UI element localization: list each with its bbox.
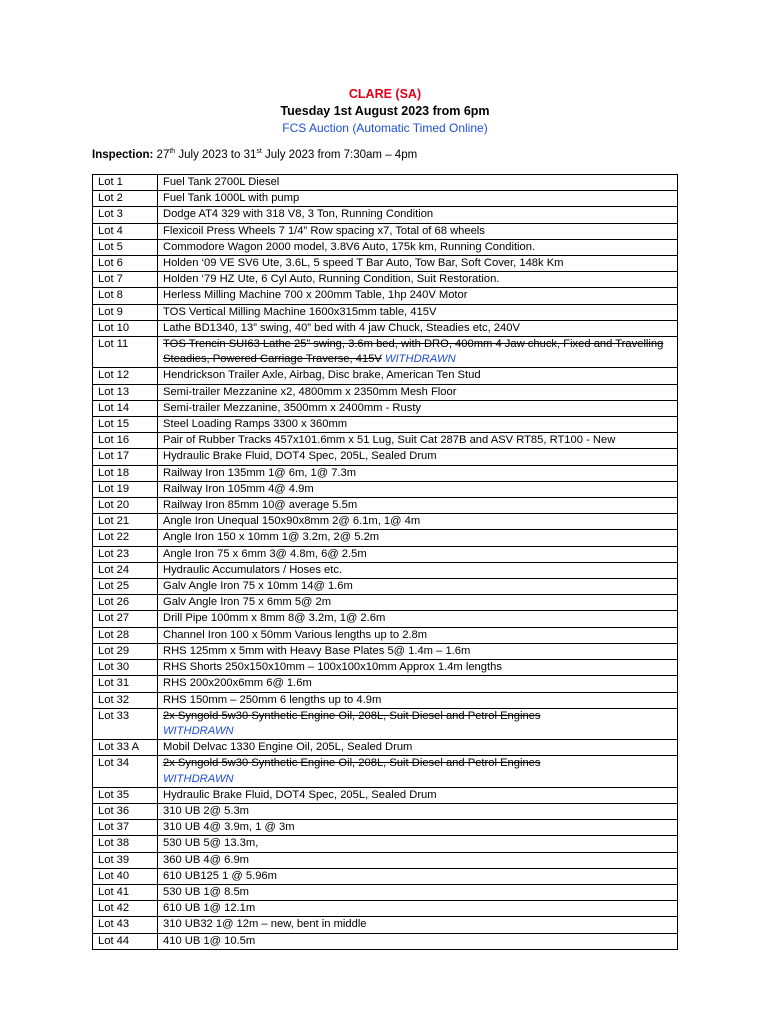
table-row [93,787,678,803]
withdrawn-note: WITHDRAWN [381,353,456,366]
table-row [93,868,678,884]
table-row [93,756,678,787]
lot-number: Lot 17 [93,449,158,465]
lot-number: Lot 42 [93,901,158,917]
lot-description: 2x Syngold 5w30 Synthetic Engine Oil, 208L, Suit Diesel and Petrol Engines [163,757,541,770]
lot-description-cell [158,207,678,223]
lot-number: Lot 41 [93,884,158,900]
inspection-rest: July 2023 from 7:30am – 4pm [261,149,418,161]
lot-number: Lot 19 [93,481,158,497]
lot-description: Holden ‘79 HZ Ute, 6 Cyl Auto, Running Condition, Suit Restoration. [163,273,500,286]
lot-description-cell [158,368,678,384]
lot-description-cell [158,884,678,900]
table-row [93,223,678,239]
lot-description: RHS Shorts 250x150x10mm – 100x100x10mm Approx 1.4m lengths [163,661,502,674]
lot-number: Lot 39 [93,852,158,868]
lot-description: Pair of Rubber Tracks 457x101.6mm x 51 Lug, Suit Cat 287B and ASV RT85, RT100 - New [163,434,616,447]
lot-description-cell [158,868,678,884]
lot-number: Lot 28 [93,627,158,643]
lot-number: Lot 40 [93,868,158,884]
auction-subtitle: FCS Auction (Automatic Timed Online) [282,121,488,135]
lot-description-cell [158,660,678,676]
inspection-mid: July 2023 to [175,149,244,161]
lot-number: Lot 14 [93,400,158,416]
table-row [93,368,678,384]
lot-description: 360 UB 4@ 6.9m [163,853,249,866]
lot-number: Lot 20 [93,498,158,514]
auction-location: CLARE (SA) [348,87,422,101]
lot-description-cell [158,676,678,692]
lot-number: Lot 10 [93,320,158,336]
lot-number: Lot 2 [93,191,158,207]
table-row [93,175,678,191]
lot-description-cell [158,611,678,627]
lot-number: Lot 44 [93,933,158,949]
lot-description-cell [158,337,678,368]
lot-description-cell [158,256,678,272]
lot-number: Lot 31 [93,676,158,692]
lot-description: 2x Syngold 5w30 Synthetic Engine Oil, 208L, Suit Diesel and Petrol Engines [163,709,541,722]
lot-number: Lot 13 [93,384,158,400]
auction-date: Tuesday 1st August 2023 from 6pm [280,104,490,118]
lot-description-cell [158,803,678,819]
lot-description: Hydraulic Brake Fluid, DOT4 Spec, 205L, Sealed Drum [163,788,437,801]
table-row [93,481,678,497]
lot-description: Herless Milling Machine 700 x 200mm Table, 1hp 240V Motor [163,289,468,302]
lot-description: Drill Pipe 100mm x 8mm 8@ 3.2m, 1@ 2.6m [163,612,386,625]
lot-description: Fuel Tank 2700L Diesel [163,176,280,188]
withdrawn-note: WITHDRAWN [163,772,234,785]
lot-number: Lot 23 [93,546,158,562]
table-row [93,384,678,400]
lot-description: RHS 200x200x6mm 6@ 1.6m [163,677,312,690]
lot-description: 410 UB 1@ 10.5m [163,934,256,947]
lot-number: Lot 27 [93,611,158,627]
lot-description-cell [158,901,678,917]
table-row [93,288,678,304]
table-row [93,836,678,852]
lot-description: Railway Iron 105mm 4@ 4.9m [163,482,314,495]
lot-description-cell [158,692,678,708]
inspection-label: Inspection: [92,149,154,161]
document-header [0,86,770,137]
lot-description-cell [158,400,678,416]
lot-description: Steel Loading Ramps 3300 x 360mm [163,418,348,431]
lot-description-cell [158,933,678,949]
lot-description-cell [158,384,678,400]
inspection-end-suffix: st [256,148,262,156]
table-row [93,611,678,627]
lot-description-cell [158,272,678,288]
lot-description-cell [158,852,678,868]
lot-description: Angle Iron 150 x 10mm 1@ 3.2m, 2@ 5.2m [163,531,380,544]
table-row [93,643,678,659]
table-row [93,740,678,756]
lot-description-cell [158,288,678,304]
table-row [93,272,678,288]
lot-description: Semi-trailer Mezzanine, 3500mm x 2400mm - Rusty [163,401,422,414]
lot-description: TOS Vertical Milling Machine 1600x315mm table, 415V [163,305,437,318]
lot-number: Lot 33 A [93,740,158,756]
lot-number: Lot 22 [93,530,158,546]
lot-description-cell [158,304,678,320]
lot-description: Holden ‘09 VE SV6 Ute, 3.6L, 5 speed T Bar Auto, Tow Bar, Soft Cover, 148k Km [163,257,564,270]
lot-number: Lot 33 [93,708,158,739]
table-row [93,660,678,676]
lot-description: Hydraulic Brake Fluid, DOT4 Spec, 205L, Sealed Drum [163,450,437,463]
lot-number: Lot 38 [93,836,158,852]
table-row [93,708,678,739]
table-row [93,692,678,708]
lot-description: Galv Angle Iron 75 x 6mm 5@ 2m [163,596,332,609]
withdrawn-note: WITHDRAWN [163,724,234,737]
lot-description: Flexicoil Press Wheels 7 1/4” Row spacing x7, Total of 68 wheels [163,224,485,237]
lot-description: Hydraulic Accumulators / Hoses etc. [163,563,343,576]
lot-description: Fuel Tank 1000L with pump [163,192,300,205]
table-row [93,449,678,465]
lot-description: Lathe BD1340, 13” swing, 40” bed with 4 jaw Chuck, Steadies etc, 240V [163,321,520,334]
lot-number: Lot 18 [93,465,158,481]
lot-number: Lot 11 [93,337,158,368]
lot-number: Lot 12 [93,368,158,384]
table-row [93,917,678,933]
lot-description: Mobil Delvac 1330 Engine Oil, 205L, Sealed Drum [163,741,413,754]
lot-description-cell [158,465,678,481]
lot-description-cell [158,433,678,449]
lot-number: Lot 25 [93,579,158,595]
lot-number: Lot 16 [93,433,158,449]
lot-description-cell [158,917,678,933]
table-row [93,579,678,595]
lot-description: Commodore Wagon 2000 model, 3.8V6 Auto, 175k km, Running Condition. [163,240,536,253]
lot-description-cell [158,579,678,595]
table-row [93,465,678,481]
table-row [93,320,678,336]
lot-description: 310 UB32 1@ 12m – new, bent in middle [163,918,367,931]
lot-description-cell [158,820,678,836]
lot-description-cell [158,223,678,239]
table-row [93,400,678,416]
lot-description-cell [158,320,678,336]
table-row [93,239,678,255]
lot-number: Lot 35 [93,787,158,803]
lot-description: Channel Iron 100 x 50mm Various lengths up to 2.8m [163,628,428,641]
table-row [93,852,678,868]
lot-number: Lot 36 [93,803,158,819]
inspection-start-suffix: th [169,148,176,156]
table-row [93,933,678,949]
lot-description-cell [158,756,678,787]
lot-description-cell [158,740,678,756]
lot-description: RHS 125mm x 5mm with Heavy Base Plates 5@ 1.4m – 1.6m [163,644,471,657]
lot-number: Lot 30 [93,660,158,676]
table-row [93,884,678,900]
lot-number: Lot 26 [93,595,158,611]
lot-number: Lot 34 [93,756,158,787]
inspection-end-day: 31 [243,149,257,161]
lot-description-cell [158,562,678,578]
table-row [93,304,678,320]
lot-description-cell [158,643,678,659]
table-row [93,546,678,562]
lot-description: 530 UB 5@ 13.3m, [163,837,259,850]
lot-description-cell [158,191,678,207]
lot-number: Lot 15 [93,417,158,433]
lot-description: Semi-trailer Mezzanine x2, 4800mm x 2350mm Mesh Floor [163,385,457,398]
lot-number: Lot 29 [93,643,158,659]
table-row [93,337,678,368]
lot-number: Lot 21 [93,514,158,530]
table-row [93,530,678,546]
lot-description-cell [158,836,678,852]
table-row [93,595,678,611]
lot-description: Railway Iron 135mm 1@ 6m, 1@ 7.3m [163,466,357,479]
lot-number: Lot 9 [93,304,158,320]
lot-description-cell [158,498,678,514]
table-row [93,562,678,578]
table-row [93,676,678,692]
lot-description-cell [158,708,678,739]
inspection-line [92,147,417,163]
table-row [93,803,678,819]
table-row [93,498,678,514]
lot-description: 310 UB 2@ 5.3m [163,804,249,817]
lot-description-cell [158,239,678,255]
lot-description: Galv Angle Iron 75 x 10mm 14@ 1.6m [163,580,353,593]
lot-description: Hendrickson Trailer Axle, Airbag, Disc brake, American Ten Stud [163,369,481,382]
lot-number: Lot 24 [93,562,158,578]
lot-description: Angle Iron 75 x 6mm 3@ 4.8m, 6@ 2.5m [163,547,367,560]
table-row [93,191,678,207]
lot-description-cell [158,481,678,497]
lot-description-cell [158,595,678,611]
lot-description-cell [158,417,678,433]
lot-description-cell [158,175,678,191]
lot-description: 310 UB 4@ 3.9m, 1 @ 3m [163,821,295,834]
lot-description-cell [158,514,678,530]
lot-description: 530 UB 1@ 8.5m [163,885,249,898]
lot-number: Lot 6 [93,256,158,272]
lot-description: Railway Iron 85mm 10@ average 5.5m [163,499,358,512]
lot-number: Lot 1 [93,175,158,191]
table-row [93,433,678,449]
table-row [93,256,678,272]
inspection-start-day: 27 [156,149,170,161]
lot-number: Lot 43 [93,917,158,933]
table-row [93,207,678,223]
lot-description: 610 UB 1@ 12.1m [163,902,256,915]
lot-description: TOS Trencin SUI63 Lathe 25” swing, 3.6m bed, with DRO, 400mm 4 Jaw chuck, Fixed and Travelling Steadies, Powered Carriage Traverse, 415V [163,338,664,366]
lot-number: Lot 32 [93,692,158,708]
lot-description-cell [158,530,678,546]
lot-description-cell [158,449,678,465]
lot-number: Lot 37 [93,820,158,836]
table-row [93,417,678,433]
lot-number: Lot 3 [93,207,158,223]
lot-description-cell [158,787,678,803]
table-row [93,627,678,643]
lot-number: Lot 5 [93,239,158,255]
table-row [93,514,678,530]
lot-description-cell [158,627,678,643]
table-row [93,901,678,917]
lot-description: 610 UB125 1 @ 5.96m [163,869,277,882]
lot-number: Lot 7 [93,272,158,288]
lot-description-cell [158,546,678,562]
lot-description: Angle Iron Unequal 150x90x8mm 2@ 6.1m, 1@ 4m [163,515,421,528]
lots-table [92,174,678,950]
lot-description: RHS 150mm – 250mm 6 lengths up to 4.9m [163,693,382,706]
table-row [93,820,678,836]
lot-description: Dodge AT4 329 with 318 V8, 3 Ton, Running Condition [163,208,434,221]
lots-table-body [93,175,678,950]
lot-number: Lot 4 [93,223,158,239]
lot-number: Lot 8 [93,288,158,304]
